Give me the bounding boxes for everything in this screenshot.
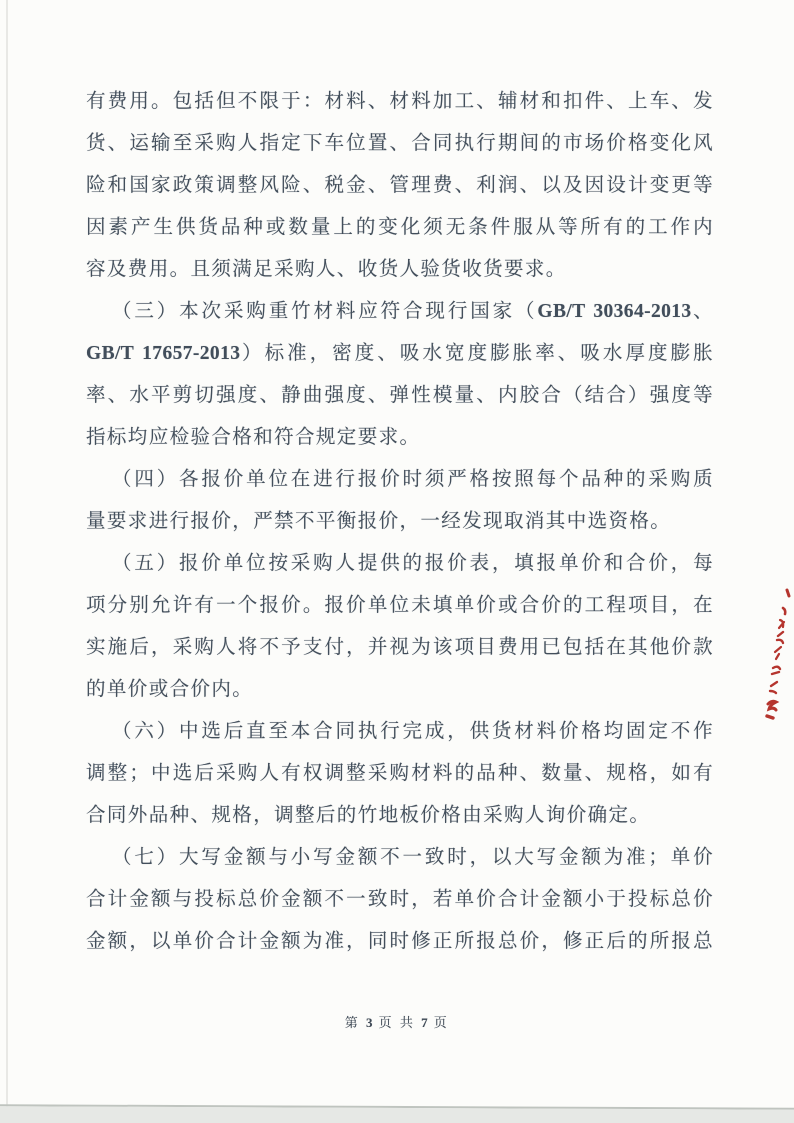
text-line: 项分别允许有一个报价。报价单位未填单价或合价的工程项目，在 <box>86 595 714 616</box>
red-ink-mark-icon <box>763 586 791 726</box>
text-line: GB/T 17657-2013）标准，密度、吸水宽度膨胀率、吸水厚度膨胀 <box>86 343 714 364</box>
text-line: 量要求进行报价，严禁不平衡报价，一经发现取消其中选资格。 <box>86 511 672 532</box>
text-line: （三）本次采购重竹材料应符合现行国家（GB/T 30364-2013、 <box>112 301 714 322</box>
scan-edge-left <box>6 0 8 1123</box>
text-line: 合同外品种、规格，调整后的竹地板价格由采购人询价确定。 <box>86 805 651 826</box>
text-line: （七）大写金额与小写金额不一致时，以大写金额为准；单价 <box>112 847 714 868</box>
text-line: 容及费用。且须满足采购人、收货人验货收货要求。 <box>86 259 567 280</box>
latin-text: 3 <box>365 1015 373 1030</box>
paragraph <box>86 291 714 459</box>
paragraph <box>86 459 714 543</box>
text-line: （四）各报价单位在进行报价时须严格按照每个品种的采购质 <box>112 469 714 490</box>
text-line: （五）报价单位按采购人提供的报价表，填报单价和合价，每 <box>112 553 714 574</box>
latin-text: GB/T <box>537 301 586 322</box>
text-line: 指标均应检验合格和符合规定要求。 <box>86 427 421 448</box>
latin-text: GB/T <box>86 343 135 364</box>
text-line: 货、运输至采购人指定下车位置、合同执行期间的市场价格变化风 <box>86 133 714 154</box>
text-line: 金额，以单价合计金额为准，同时修正所报总价，修正后的所报总 <box>86 931 714 952</box>
text-line: 实施后，采购人将不予支付，并视为该项目费用已包括在其他价款 <box>86 637 714 658</box>
text-line: 合计金额与投标总价金额不一致时，若单价合计金额小于投标总价 <box>86 889 714 910</box>
latin-text: 30364-2013 <box>593 301 692 322</box>
text-line: 率、水平剪切强度、静曲强度、弹性模量、内胶合（结合）强度等 <box>86 385 714 406</box>
latin-text: 17657-2013 <box>142 343 241 364</box>
text-line: 因素产生供货品种或数量上的变化须无条件服从等所有的工作内 <box>86 217 714 238</box>
document-body <box>86 81 714 963</box>
text-line: 险和国家政策调整风险、税金、管理费、利润、以及因设计变更等 <box>86 175 714 196</box>
paragraph <box>86 81 714 291</box>
paragraph <box>86 543 714 711</box>
text-line: 有费用。包括但不限于：材料、材料加工、辅材和扣件、上车、发 <box>86 91 714 112</box>
latin-text: 7 <box>421 1015 429 1030</box>
paragraph <box>86 837 714 963</box>
page-number: 第 3 页 共 7 页 <box>344 1015 450 1030</box>
text-line: 调整；中选后采购人有权调整采购材料的品种、数量、规格，如有 <box>86 763 714 784</box>
scan-edge-bottom-band <box>0 1106 794 1123</box>
text-line: 的单价或合价内。 <box>86 679 254 700</box>
page-footer <box>0 1012 794 1031</box>
text-line: （六）中选后直至本合同执行完成，供货材料价格均固定不作 <box>112 721 714 742</box>
paragraph <box>86 711 714 837</box>
